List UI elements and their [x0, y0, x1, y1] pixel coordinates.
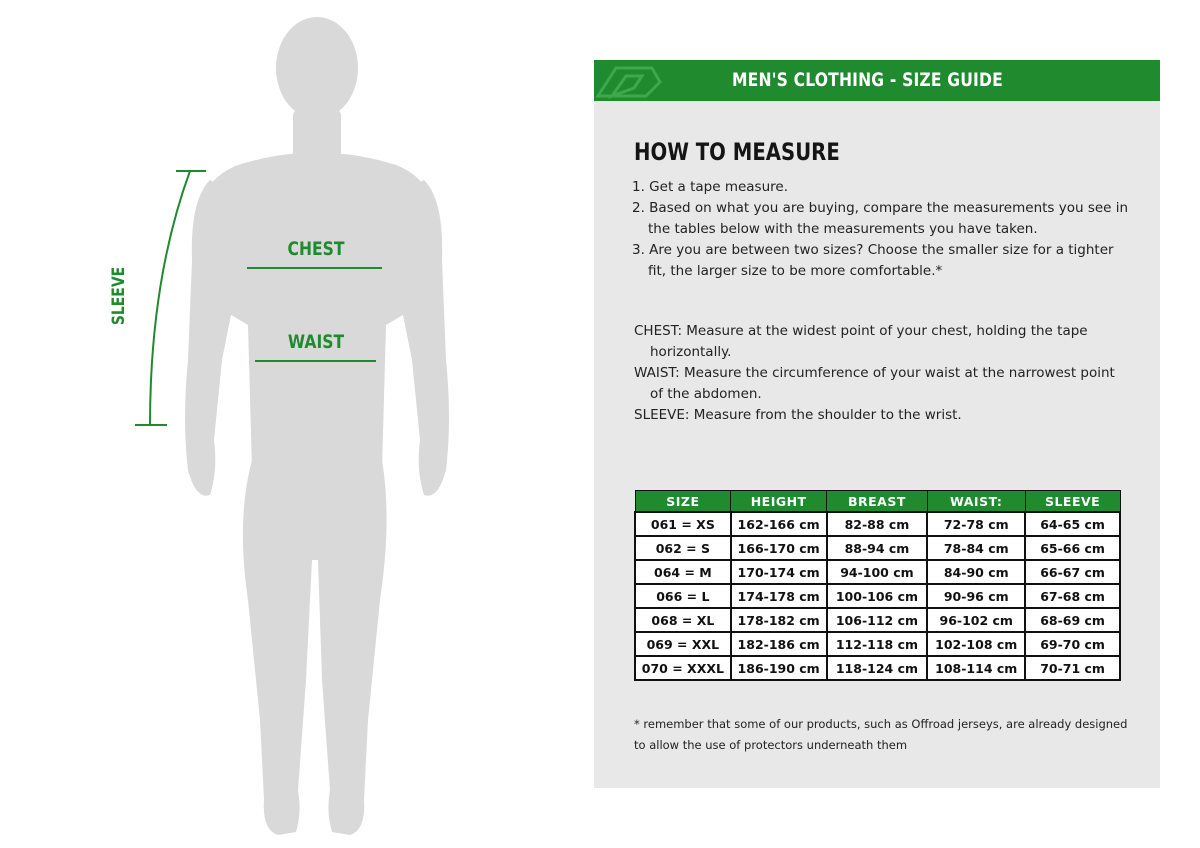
chest-definition: CHEST: Measure at the widest point of your chest, holding the tape horizontally. [634, 323, 1088, 360]
table-row [635, 584, 1120, 608]
measure-steps-list [632, 177, 1132, 282]
list-item: 2. Based on what you are buying, compare the measurements you see in the tables below with the measurements you have taken. [632, 200, 1129, 237]
table-header-row [635, 491, 1120, 513]
table-cell: 108-114 cm [927, 656, 1025, 680]
table-cell: 118-124 cm [827, 656, 928, 680]
table-cell: 069 = XXL [635, 632, 731, 656]
body-silhouette [185, 17, 449, 835]
column-header-size: SIZE [635, 491, 731, 513]
column-header-height: HEIGHT [731, 491, 827, 513]
table-cell: 82-88 cm [827, 512, 928, 536]
table-cell: 68-69 cm [1025, 608, 1120, 632]
table-cell: 061 = XS [635, 512, 731, 536]
sleeve-definition: SLEEVE: Measure from the shoulder to the wrist. [634, 407, 962, 423]
body-measurement-figure [0, 0, 590, 848]
table-cell: 106-112 cm [827, 608, 928, 632]
table-row [635, 512, 1120, 536]
table-cell: 88-94 cm [827, 536, 928, 560]
footnote: * remember that some of our products, such as Offroad jerseys, are already designed to allow the use of protectors underneath them [634, 717, 1128, 752]
table-row [635, 536, 1120, 560]
table-cell: 90-96 cm [927, 584, 1025, 608]
list-item: 1. Get a tape measure. [632, 179, 788, 195]
table-cell: 182-186 cm [731, 632, 827, 656]
table-cell: 062 = S [635, 536, 731, 560]
table-cell: 96-102 cm [927, 608, 1025, 632]
chest-label: CHEST [287, 238, 345, 261]
table-cell: 100-106 cm [827, 584, 928, 608]
table-cell: 066 = L [635, 584, 731, 608]
table-row [635, 632, 1120, 656]
table-cell: 70-71 cm [1025, 656, 1120, 680]
table-cell: 064 = M [635, 560, 731, 584]
list-item: 3. Are you are between two sizes? Choose the smaller size for a tighter fit, the larger size to be more comfortable.* [632, 242, 1114, 279]
measurement-definitions [634, 321, 1124, 426]
sleeve-label: SLEEVE [108, 266, 129, 326]
how-to-measure-heading: HOW TO MEASURE [634, 138, 840, 166]
table-cell: 162-166 cm [731, 512, 827, 536]
table-cell: 112-118 cm [827, 632, 928, 656]
table-cell: 94-100 cm [827, 560, 928, 584]
table-row [635, 608, 1120, 632]
table-cell: 67-68 cm [1025, 584, 1120, 608]
table-cell: 174-178 cm [731, 584, 827, 608]
table-cell: 178-182 cm [731, 608, 827, 632]
size-guide-panel [594, 60, 1160, 788]
table-cell: 69-70 cm [1025, 632, 1120, 656]
table-row [635, 656, 1120, 680]
column-header-breast: BREAST [827, 491, 928, 513]
panel-header [594, 60, 1160, 101]
table-cell: 070 = XXXL [635, 656, 731, 680]
table-cell: 166-170 cm [731, 536, 827, 560]
size-table [634, 490, 1121, 681]
panel-title: MEN'S CLOTHING - SIZE GUIDE [732, 69, 1003, 91]
table-cell: 84-90 cm [927, 560, 1025, 584]
table-cell: 66-67 cm [1025, 560, 1120, 584]
column-header-waist: WAIST: [927, 491, 1025, 513]
table-cell: 72-78 cm [927, 512, 1025, 536]
table-cell: 186-190 cm [731, 656, 827, 680]
table-cell: 65-66 cm [1025, 536, 1120, 560]
table-row [635, 560, 1120, 584]
waist-definition: WAIST: Measure the circumference of your waist at the narrowest point of the abdomen. [634, 365, 1115, 402]
table-cell: 64-65 cm [1025, 512, 1120, 536]
table-cell: 170-174 cm [731, 560, 827, 584]
table-cell: 78-84 cm [927, 536, 1025, 560]
waist-label: WAIST [287, 331, 345, 354]
column-header-sleeve: SLEEVE [1025, 491, 1120, 513]
table-cell: 102-108 cm [927, 632, 1025, 656]
table-cell: 068 = XL [635, 608, 731, 632]
